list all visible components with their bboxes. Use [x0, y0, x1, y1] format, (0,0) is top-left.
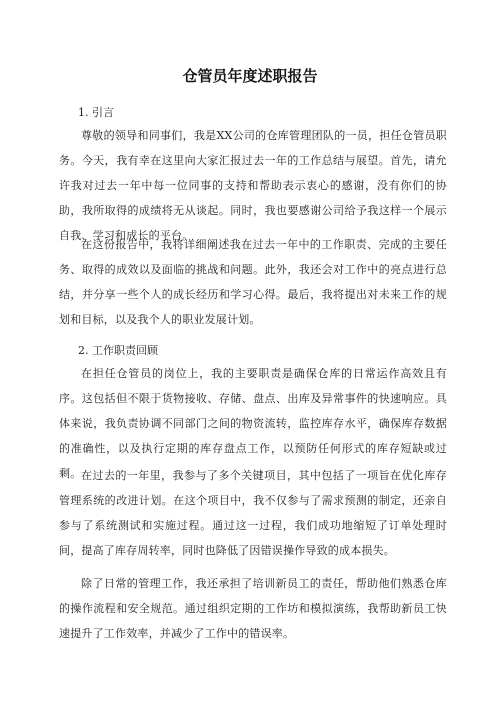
section-number: 1. — [78, 106, 89, 119]
paragraph: 在这份报告中，我将详细阐述我在过去一年中的工作职责、完成的主要任务、取得的成效以及面临的挑战和问题。此外，我还会对工作中的亮点进行总结，并分享一些个人的成长经历和学习心得。最后，我将提出对未来工作的规划和目标，以及我个人的职业发展计划。 — [59, 238, 447, 326]
section-heading-intro — [78, 105, 114, 121]
paragraph: 除了日常的管理工作，我还承担了培训新员工的责任，帮助他们熟悉仓库的操作流程和安全规范。通过组织定期的工作坊和模拟演练，我帮助新员工快速提升了工作效率，并减少了工作中的错误率。 — [59, 577, 447, 640]
paragraph: 在过去的一年里，我参与了多个关键项目，其中包括了一项旨在优化库存管理系统的改进计划。在这个项目中，我不仅参与了需求预测的制定，还亲自参与了系统测试和实施过程。通过这一过程，我们成功地缩短了订单处理时间，提高了库存周转率，同时也降低了因错误操作导致的成本损失。 — [59, 469, 447, 557]
section-heading-duties — [78, 343, 158, 359]
paragraph: 尊敬的领导和同事们，我是XX公司的仓库管理团队的一员，担任仓管员职务。今天，我有幸在这里向大家汇报过去一年的工作总结与展望。首先，请允许我对过去一年中每一位同事的支持和帮助表示衷心的感谢，没有你们的协助，我所取得的成绩将无从谈起。同时，我也要感谢公司给予我这样一个展示自我、学习和成长的平台。 — [59, 129, 447, 242]
section-title: 工作职责回顾 — [92, 344, 158, 357]
section-number: 2. — [78, 344, 89, 357]
document-title: 仓管员年度述职报告 — [182, 67, 318, 85]
paragraph: 在担任仓管员的岗位上，我的主要职责是确保仓库的日常运作高效且有序。这包括但不限于货物接收、存储、盘点、出库及异常事件的快速响应。具体来说，我负责协调不同部门之间的物资流转，监控库存水平，确保库存数据的准确性，以及执行定期的库存盘点工作，以预防任何形式的库存短缺或过剩。 — [59, 367, 447, 480]
section-title: 引言 — [92, 106, 114, 119]
